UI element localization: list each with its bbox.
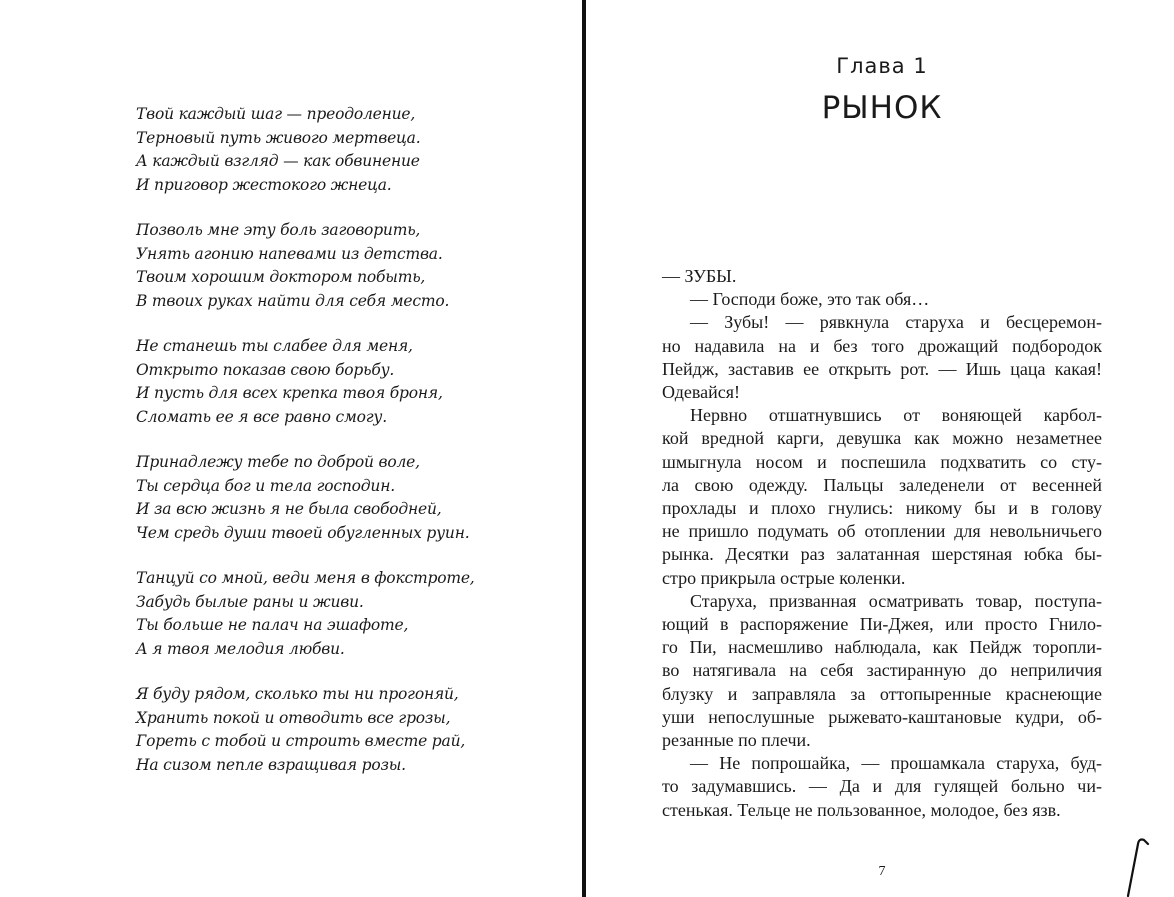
- text-line: рынка. Десятки раз залатанная шерстяная юбка бы-: [662, 544, 1102, 565]
- text-line: Старуха, призванная осматривать товар, поступа-: [690, 590, 1102, 611]
- poem-line: Терновый путь живого мертвеца.: [136, 128, 421, 147]
- chapter-body-text: [662, 265, 1102, 822]
- page-number: 7: [878, 864, 886, 879]
- poem-line: Забудь былые раны и живи.: [136, 592, 364, 611]
- poem-line: И пусть для всех крепка твоя броня,: [136, 384, 443, 402]
- text-line: блузку и заправляла за оттопыренные краснеющие: [662, 683, 1102, 704]
- poem: [136, 103, 556, 777]
- poem-line: Открыто показав свою борьбу.: [136, 360, 395, 379]
- poem-line: Твой каждый шаг — преодоление,: [136, 105, 416, 123]
- text-line: Нервно отшатнувшись от воняющей карбол-: [690, 405, 1102, 426]
- poem-line: Твоим хорошим доктором побыть,: [136, 268, 426, 286]
- poem-stanza: [136, 335, 556, 429]
- poem-line: На сизом пепле взращивая розы.: [136, 755, 406, 774]
- poem-line: Гореть с тобой и строить вместе рай,: [136, 732, 466, 750]
- poem-line: Принадлежу тебе по доброй воле,: [136, 453, 420, 471]
- text-line: стро прикрыла острые коленки.: [662, 567, 906, 588]
- poem-line: А я твоя мелодия любви.: [136, 639, 345, 658]
- text-line: Пейдж, заставив ее открыть рот. — Ишь цаца какая!: [662, 358, 1102, 379]
- text-line: прохлады и плохо гнулись: никому бы и в голову: [662, 498, 1102, 519]
- poem-stanza: [136, 219, 556, 313]
- poem-stanza: [136, 683, 556, 777]
- chapter-number: Глава 1: [836, 54, 928, 78]
- text-line: уши непослушные рыжевато-каштановые кудри, об-: [662, 706, 1102, 727]
- poem-line: Позволь мне эту боль заговорить,: [136, 221, 421, 239]
- text-line: — Зубы! — рявкнула старуха и бесцеремон-: [690, 312, 1102, 333]
- text-line: шмыгнула носом и поспешила подхватить со сту-: [662, 451, 1102, 472]
- poem-line: Я буду рядом, сколько ты ни прогоняй,: [136, 685, 459, 703]
- poem-line: Сломать ее я все равно смогу.: [136, 407, 387, 426]
- poem-stanza: [136, 451, 556, 545]
- poem-line: И приговор жестокого жнеца.: [136, 175, 392, 194]
- poem-stanza: [136, 103, 556, 197]
- text-line: — Не попрошайка, — прошамкала старуха, буд-: [690, 753, 1102, 774]
- poem-line: Не станешь ты слабее для меня,: [136, 337, 413, 355]
- poem-line: И за всю жизнь я не была свободней,: [136, 500, 442, 518]
- book-gutter: [582, 0, 586, 897]
- text-line: кой вредной карги, девушка как можно незаметнее: [662, 428, 1102, 449]
- poem-line: Хранить покой и отводить все грозы,: [136, 708, 451, 727]
- poem-line: В твоих руках найти для себя место.: [136, 291, 450, 310]
- poem-line: Унять агонию напевами из детства.: [136, 244, 443, 263]
- poem-line: Чем средь души твоей обугленных руин.: [136, 523, 470, 542]
- text-line: ла свою одежду. Пальцы заледенели от весенней: [662, 474, 1102, 495]
- poem-line: Танцуй со мной, веди меня в фокстроте,: [136, 569, 475, 587]
- text-line: стенькая. Тельце не пользованное, молодое, без язв.: [662, 799, 1061, 820]
- left-page-poem: [136, 103, 556, 799]
- poem-line: Ты больше не палач на эшафоте,: [136, 616, 409, 634]
- text-line: го Пи, насмешливо наблюдала, как Пейдж торопли-: [662, 637, 1102, 658]
- poem-line: Ты сердца бог и тела господин.: [136, 476, 395, 495]
- text-line: — ЗУБЫ.: [662, 266, 737, 286]
- text-line: но надавила на и без того дрожащий подбородок: [662, 335, 1102, 356]
- text-line: не пришло подумать об отоплении для невольничьего: [662, 521, 1102, 542]
- text-line: ющий в распоряжение Пи-Джея, или просто Гнило-: [662, 614, 1102, 635]
- text-line: — Господи боже, это так обя…: [690, 289, 930, 310]
- text-line: резанные по плечи.: [662, 730, 811, 751]
- pen-stroke-mark: [1120, 830, 1160, 897]
- chapter-title: РЫНОК: [821, 90, 943, 126]
- poem-stanza: [136, 567, 556, 661]
- poem-line: А каждый взгляд — как обвинение: [136, 152, 420, 170]
- text-line: во натягивала на себя застиранную до неприличия: [662, 660, 1102, 681]
- text-line: то задумавшись. — Да и для гулящей больно чи-: [662, 776, 1102, 797]
- text-line: Одевайся!: [662, 382, 741, 403]
